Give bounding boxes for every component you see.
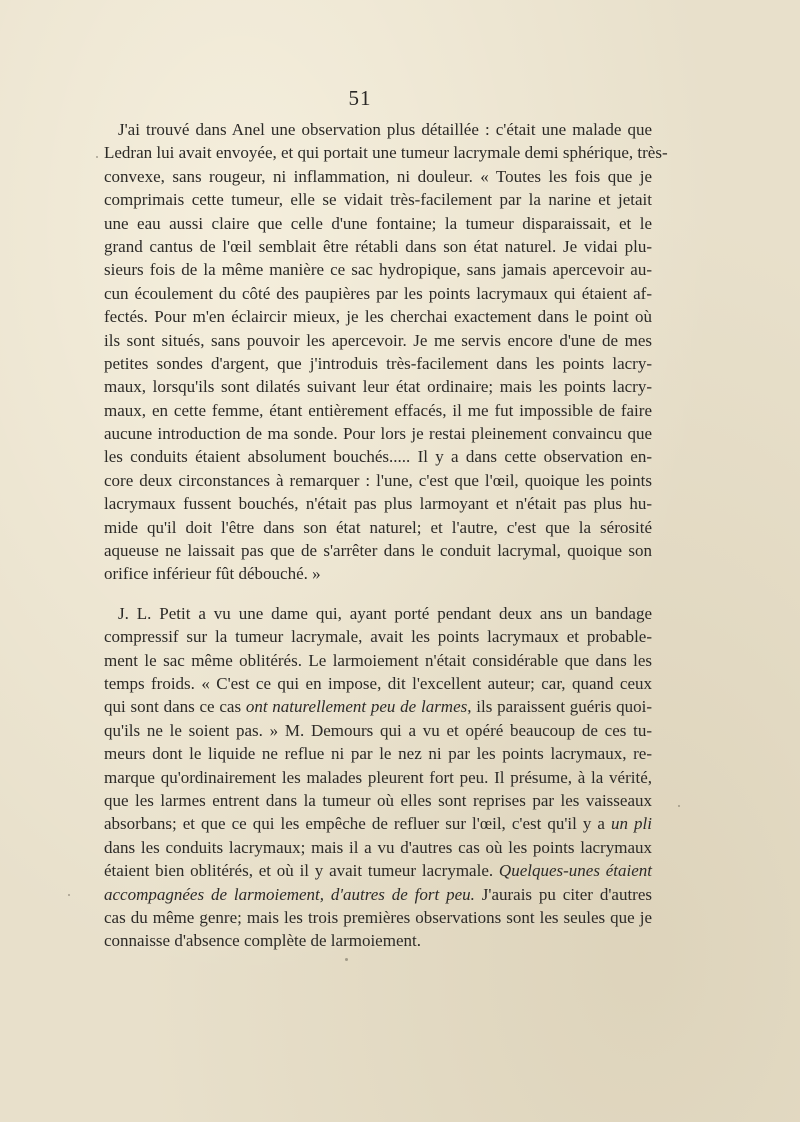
text-line: cas du même genre; mais les trois premières observations sont les seules que je [104,907,652,927]
italic-phrase: accompagnées de larmoiement, d'autres de fort peu. [104,884,475,904]
italic-phrase: un pli [611,814,652,834]
text-line: Ledran lui avait envoyée, et qui portait une tumeur lacrymale demi sphérique, très- [104,143,668,163]
text-line: ils sont situés, sans pouvoir les apercevoir. Je me servis encore d'une de mes [104,330,652,350]
text-line: petites sondes d'argent, que j'introduis très-facilement dans les points lacry- [104,353,652,373]
text-line: marque qu'ordinairement les malades pleurent fort peu. Il présume, à la vérité, [104,767,652,787]
text-line: qui sont dans ce cas ont naturellement peu de larmes, ils paraissent guéris quoi- [104,697,653,717]
italic-phrase: Quelques-unes étaient [498,861,652,881]
text-line: J. L. Petit a vu une dame qui, ayant porté pendant deux ans un bandage [118,603,652,623]
text-line: qu'ils ne le soient pas. » M. Demours qui a vu et opéré beaucoup de ces tu- [104,720,652,740]
text-line: lacrymaux fussent bouchés, n'était pas plus larmoyant et n'était pas plus hu- [104,494,652,514]
text-line: mide qu'il doit l'être dans son état naturel; et l'autre, c'est que la sérosité [104,517,652,537]
text-line: étaient bien oblitérés, et où il y avait tumeur lacrymale. Quelques-unes étaient [104,861,652,881]
text-line: orifice inférieur fût débouché. » [104,564,321,584]
text-line: J'ai trouvé dans Anel une observation plus détaillée : c'était une malade que [118,120,652,139]
text-line: maux, lorsqu'ils sont dilatés suivant leur état ordinaire; mais les points lacry- [104,377,652,397]
text-line: sieurs fois de la même manière ce sac hydropique, sans jamais apercevoir au- [104,260,652,280]
page-number: 51 [348,86,372,110]
text-line: que les larmes entrent dans la tumeur où elles sont reprises par les vaisseaux [104,790,652,810]
text-line: maux, en cette femme, étant entièrement effacés, il me fut impossible de faire [104,400,652,420]
text-line: grand cantus de l'œil semblait être rétabli dans son état naturel. Je vidai plu- [104,236,652,256]
text-line: temps froids. « C'est ce qui en impose, dit l'excellent auteur; car, quand ceux [104,673,652,693]
text-line: comprimais cette tumeur, elle se vidait très-facilement par la narine et jetait [104,190,652,210]
text-line: compressif sur la tumeur lacrymale, avait les points lacrymaux et probable- [104,627,652,647]
text-line: convexe, sans rougeur, ni inflammation, ni douleur. « Toutes les fois que je [104,166,652,186]
paragraph-gap [104,586,652,602]
paper-speck [345,958,348,961]
paper-speck [68,894,70,896]
text-line: une eau aussi claire que celle d'une fontaine; la tumeur disparaissait, et le [104,213,652,233]
paragraph-2 [104,602,652,953]
text-line: accompagnées de larmoiement, d'autres de fort peu. J'aurais pu citer d'autres [104,884,652,904]
text-line: aqueuse ne laissait pas que de s'arrêter dans le conduit lacrymal, quoique son [104,541,652,561]
text-line: les conduits étaient absolument bouchés..... Il y a dans cette observation en- [104,447,652,467]
text-line: core deux circonstances à remarquer : l'une, c'est que l'œil, quoique les points [104,470,652,490]
text-line: connaisse d'absence complète de larmoiement. [104,931,421,951]
body-text [104,118,668,953]
paper-speck [96,156,98,158]
text-line: cun écoulement du côté des paupières par les points lacrymaux qui étaient af- [104,283,652,303]
paper-speck [678,805,680,807]
text-line: aucune introduction de ma sonde. Pour lors je restai pleinement convaincu que [104,424,652,444]
text-line: absorbans; et que ce qui les empêche de refluer sur l'œil, c'est qu'il y a un pli [104,814,652,834]
text-line: ment le sac même oblitérés. Le larmoiement n'était considérable que dans les [104,650,652,670]
italic-phrase: ont naturellement peu de larmes [245,697,468,717]
text-line: meurs dont le liquide ne reflue ni par le nez ni par les points lacrymaux, re- [104,744,652,764]
paragraph-1 [104,118,668,586]
text-line: fectés. Pour m'en éclaircir mieux, je les cherchai exactement dans le point où [104,307,652,327]
text-line: dans les conduits lacrymaux; mais il a vu d'autres cas où les points lacrymaux [104,837,652,857]
